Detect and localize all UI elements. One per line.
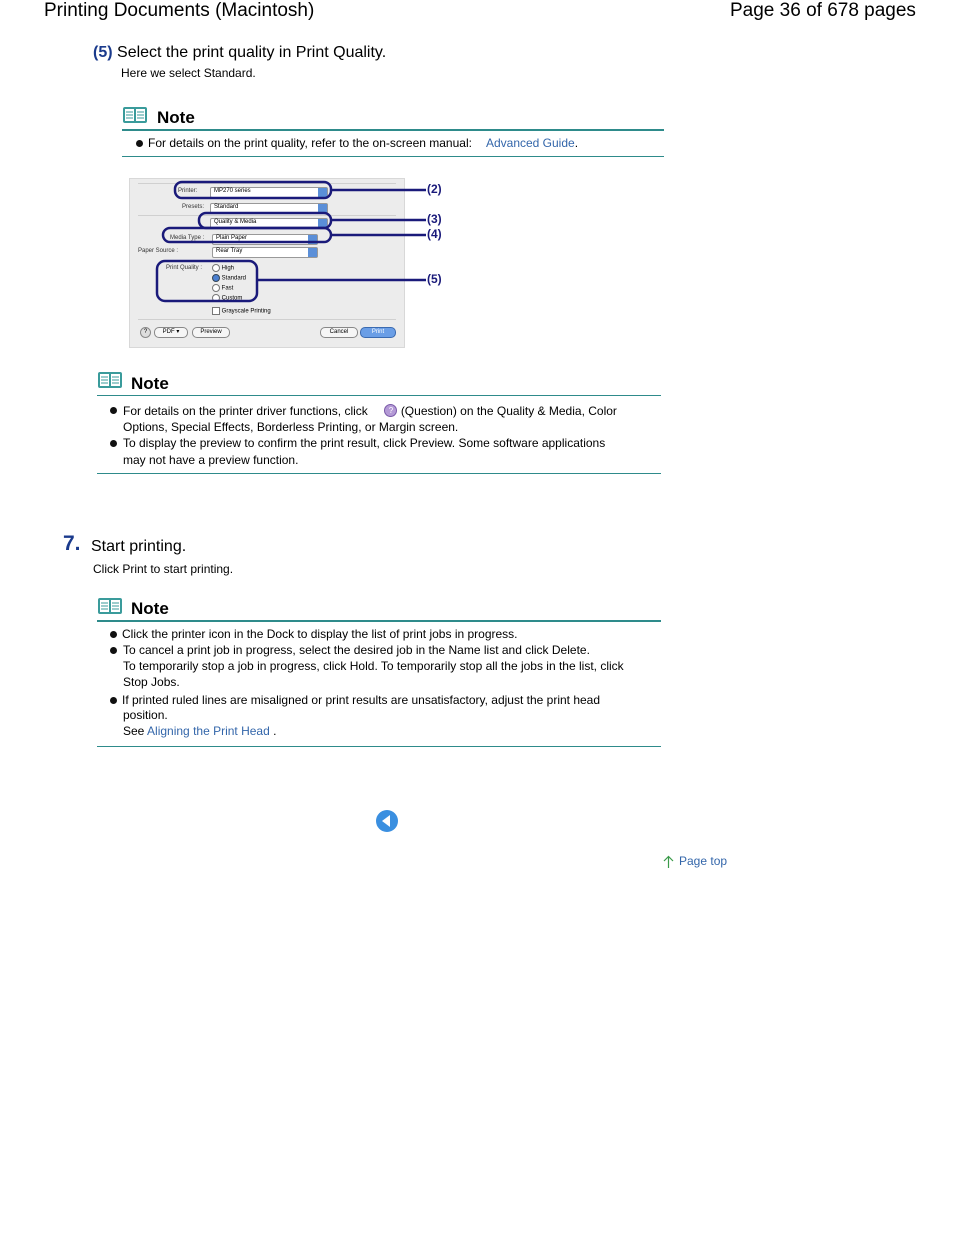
bullet-icon [110,697,117,704]
presets-label: Presets: [182,204,205,210]
note1-top-rule [122,129,664,131]
note2-bullet1-line1 [123,404,617,418]
note2-bullet2-line1: To display the preview to confirm the print result, click Preview. Some software applications [123,436,606,450]
note3-bullet3-see [123,724,276,738]
note2-title: Note [131,374,169,393]
note3-bullet2-line1: To cancel a print job in progress, select the desired job in the Name list and click Delete. [123,643,590,657]
grayscale-checkbox[interactable] [212,307,271,315]
step7-subtext: Click Print to start printing. [93,562,234,576]
callout-label-5: (5) [427,272,442,286]
page-counter: Page 36 of 678 pages [730,0,916,21]
note3-bullet1: Click the printer icon in the Dock to display the list of print jobs in progress. [122,627,518,641]
bullet-icon [110,440,117,447]
callout-ring-quality [157,261,257,301]
note2-bottom-rule [97,473,661,474]
note3-bullet2-line3: Stop Jobs. [123,675,180,689]
printer-value: MP270 series [214,188,251,194]
paper-source-label: Paper Source : [138,248,179,254]
note3-bullet3-line1: If printed ruled lines are misaligned or print results are unsatisfactory, adjust the print head [122,693,601,707]
note2-bullet1-line2: Options, Special Effects, Borderless Printing, or Margin screen. [123,420,459,434]
callout-overlay [150,178,450,308]
media-type-label: Media Type : [170,235,205,241]
note2-top-rule [97,395,661,396]
note-book-icon [97,371,123,389]
preview-button[interactable]: Preview [192,327,230,338]
note-book-icon [122,106,148,124]
note2-b1-text: For details on the printer driver functions, click [123,404,368,418]
step5-number: (5) [93,44,113,61]
back-arrow-icon[interactable] [375,809,399,833]
grayscale-label: Grayscale Printing [221,308,271,315]
paper-source-value: Rear Tray [216,248,243,254]
callout-label-2: (2) [427,182,442,196]
note2-b1-text-2: (Question) on the Quality & Media, Color [400,404,617,418]
see-label: See [123,724,145,738]
print-quality-label: Print Quality : [166,265,203,271]
note1-title: Note [157,108,195,127]
see-period: . [273,724,277,738]
panel-value: Quality & Media [214,219,257,225]
up-arrow-icon[interactable] [663,855,674,868]
presets-value: Standard [214,204,239,210]
note1-text [148,136,578,150]
step7-title: Start printing. [91,538,187,555]
page-top-link[interactable]: Page top [679,854,728,868]
help-question-icon[interactable]: ? [140,327,151,338]
note2-bullet2-line2: may not have a preview function. [123,453,299,467]
bullet-icon [110,407,117,414]
question-icon[interactable]: ? [384,404,397,417]
step7-number: 7. [63,532,81,555]
callout-ring-panel [199,213,331,228]
note3-bullet2-line2: To temporarily stop a job in progress, click Hold. To temporarily stop all the jobs in the list, click [123,659,624,673]
quality-option-label: Standard [221,275,247,282]
note3-top-rule [97,620,661,622]
bullet-icon [110,631,117,638]
cancel-button[interactable]: Cancel [320,327,358,338]
bullet-icon [136,140,143,147]
step5-title: Select the print quality in Print Quality. [117,44,387,61]
step5-heading [93,44,386,62]
aligning-print-head-link[interactable]: Aligning the Print Head [147,724,270,738]
note3-title: Note [131,599,169,618]
note1-bottom-rule [122,156,664,157]
callout-ring-printer [175,182,331,198]
step5-subtext: Here we select Standard. [121,66,256,80]
printer-label: Printer: [178,188,198,194]
bullet-icon [110,647,117,654]
media-type-value: Plain Paper [216,235,248,241]
callout-ring-media [163,228,331,242]
document-title: Printing Documents (Macintosh) [44,0,315,21]
note3-bullet3-line2: position. [123,708,168,722]
quality-option-label: Custom [221,295,243,302]
advanced-guide-link[interactable]: Advanced Guide [485,136,575,150]
note1-period: . [574,136,579,150]
pdf-button[interactable]: PDF ▾ [154,327,188,338]
quality-option-label: High [221,265,235,272]
callout-label-3: (3) [427,212,442,226]
note3-bottom-rule [97,746,661,747]
note-book-icon [97,597,123,615]
quality-option-label: Fast [221,285,234,292]
note1-body: For details on the print quality, refer to the on-screen manual: [148,136,472,150]
print-button[interactable]: Print [360,327,396,338]
callout-label-4: (4) [427,227,442,241]
